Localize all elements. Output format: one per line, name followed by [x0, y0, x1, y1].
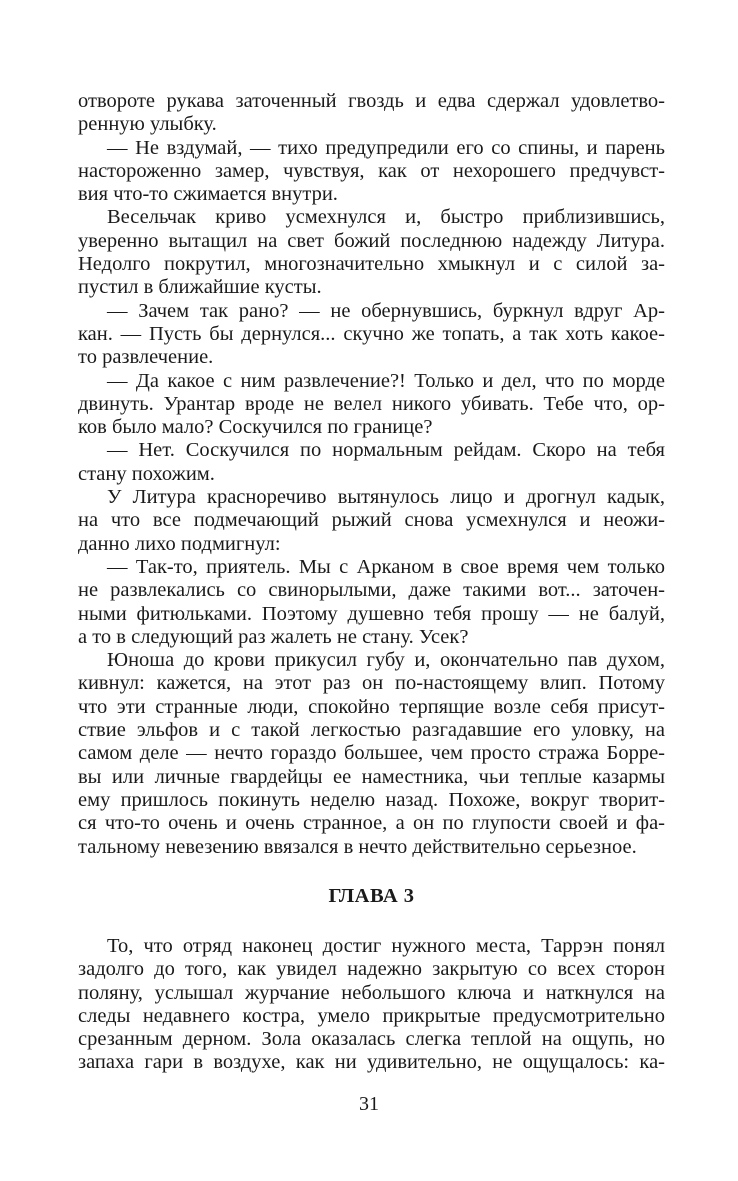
text-line: ренную улыбку.	[78, 113, 217, 136]
text-line: данно лихо подмигнул:	[78, 532, 281, 555]
text-line: ными фитюльками. Поэтому душевно тебя прошу — не балуй,	[78, 602, 665, 625]
text-line: ему пришлось покинуть неделю назад. Похоже, вокруг творит-	[78, 788, 665, 811]
text-line: запаха гари в воздухе, как ни удивительно, не ощущалось: ка-	[78, 1051, 665, 1074]
text-line: самом деле — нечто гораздо большее, чем просто стража Борре-	[78, 742, 665, 765]
text-line: уверенно вытащил на свет божий последнюю надежду Литура.	[78, 229, 665, 252]
text-line: следы недавнего костра, умело прикрытые предусмотрительно	[78, 1004, 665, 1027]
text-block-bottom	[78, 935, 665, 1075]
chapter-title: ГЛАВА 3	[328, 885, 415, 907]
text-line: — Да какое с ним развлечение?! Только и дел, что по морде	[107, 369, 665, 392]
text-line: двинуть. Урантар вроде не велел никого убивать. Тебе что, ор-	[78, 392, 665, 415]
text-line: — Не вздумай, — тихо предупредили его со спины, и парень	[107, 136, 665, 159]
text-line: пустил в ближайшие кусты.	[78, 276, 322, 299]
text-line: ков было мало? Соскучился по границе?	[78, 416, 433, 439]
text-line: вы или личные гвардейцы ее наместника, чьи теплые казармы	[78, 765, 665, 788]
text-line: то развлечение.	[78, 346, 214, 369]
text-line: на что все подмечающий рыжий снова усмехнулся и неожи-	[78, 509, 665, 532]
text-line: Юноша до крови прикусил губу и, окончательно пав духом,	[107, 649, 665, 672]
text-line: а то в следующий раз жалеть не стану. Усек?	[78, 625, 469, 648]
text-line: Весельчак криво усмехнулся и, быстро приблизившись,	[107, 206, 665, 229]
text-line: кан. — Пусть бы дернулся... скучно же топать, а так хоть какое-	[78, 322, 665, 345]
text-line: поляну, услышал журчание небольшого ключа и наткнулся на	[78, 981, 665, 1004]
text-line: — Зачем так рано? — не обернувшись, буркнул вдруг Ар-	[107, 299, 665, 322]
text-line: стану похожим.	[78, 462, 215, 485]
text-line: вия что-то сжимается внутри.	[78, 183, 338, 206]
text-line: настороженно замер, чувствуя, как от нехорошего предчувст-	[78, 159, 665, 182]
text-line: ствие эльфов и с такой легкостью разгадавшие его уловку, на	[78, 719, 665, 742]
text-line: что эти странные люди, спокойно терпящие возле себя присут-	[78, 695, 665, 718]
text-line: кивнул: кажется, на этот раз он по-настоящему влип. Потому	[78, 672, 665, 695]
text-line: — Так-то, приятель. Мы с Арканом в свое время чем только	[107, 555, 665, 578]
text-line: У Литура красноречиво вытянулось лицо и дрогнул кадык,	[107, 486, 665, 509]
page-number: 31	[359, 1093, 379, 1115]
text-line: — Нет. Соскучился по нормальным рейдам. Скоро на тебя	[107, 439, 665, 462]
text-line: То, что отряд наконец достиг нужного места, Таррэн понял	[107, 935, 665, 957]
text-line: не развлекались со свинорылыми, даже такими вот... заточен-	[78, 579, 665, 602]
text-line: ся что-то очень и очень странное, а он по глупости своей и фа-	[78, 812, 665, 835]
text-line: отвороте рукава заточенный гвоздь и едва сдержал удовлетво-	[78, 90, 665, 112]
text-line: Недолго покрутил, многозначительно хмыкнул и с силой за-	[78, 253, 665, 276]
text-line: срезанным дерном. Зола оказалась слегка теплой на ощупь, но	[78, 1028, 665, 1051]
text-block-top	[78, 90, 665, 859]
text-line: задолго до того, как увидел надежно закрытую со всех сторон	[78, 958, 665, 981]
text-line: тальному невезению ввязался в нечто действительно серьезное.	[78, 835, 637, 858]
